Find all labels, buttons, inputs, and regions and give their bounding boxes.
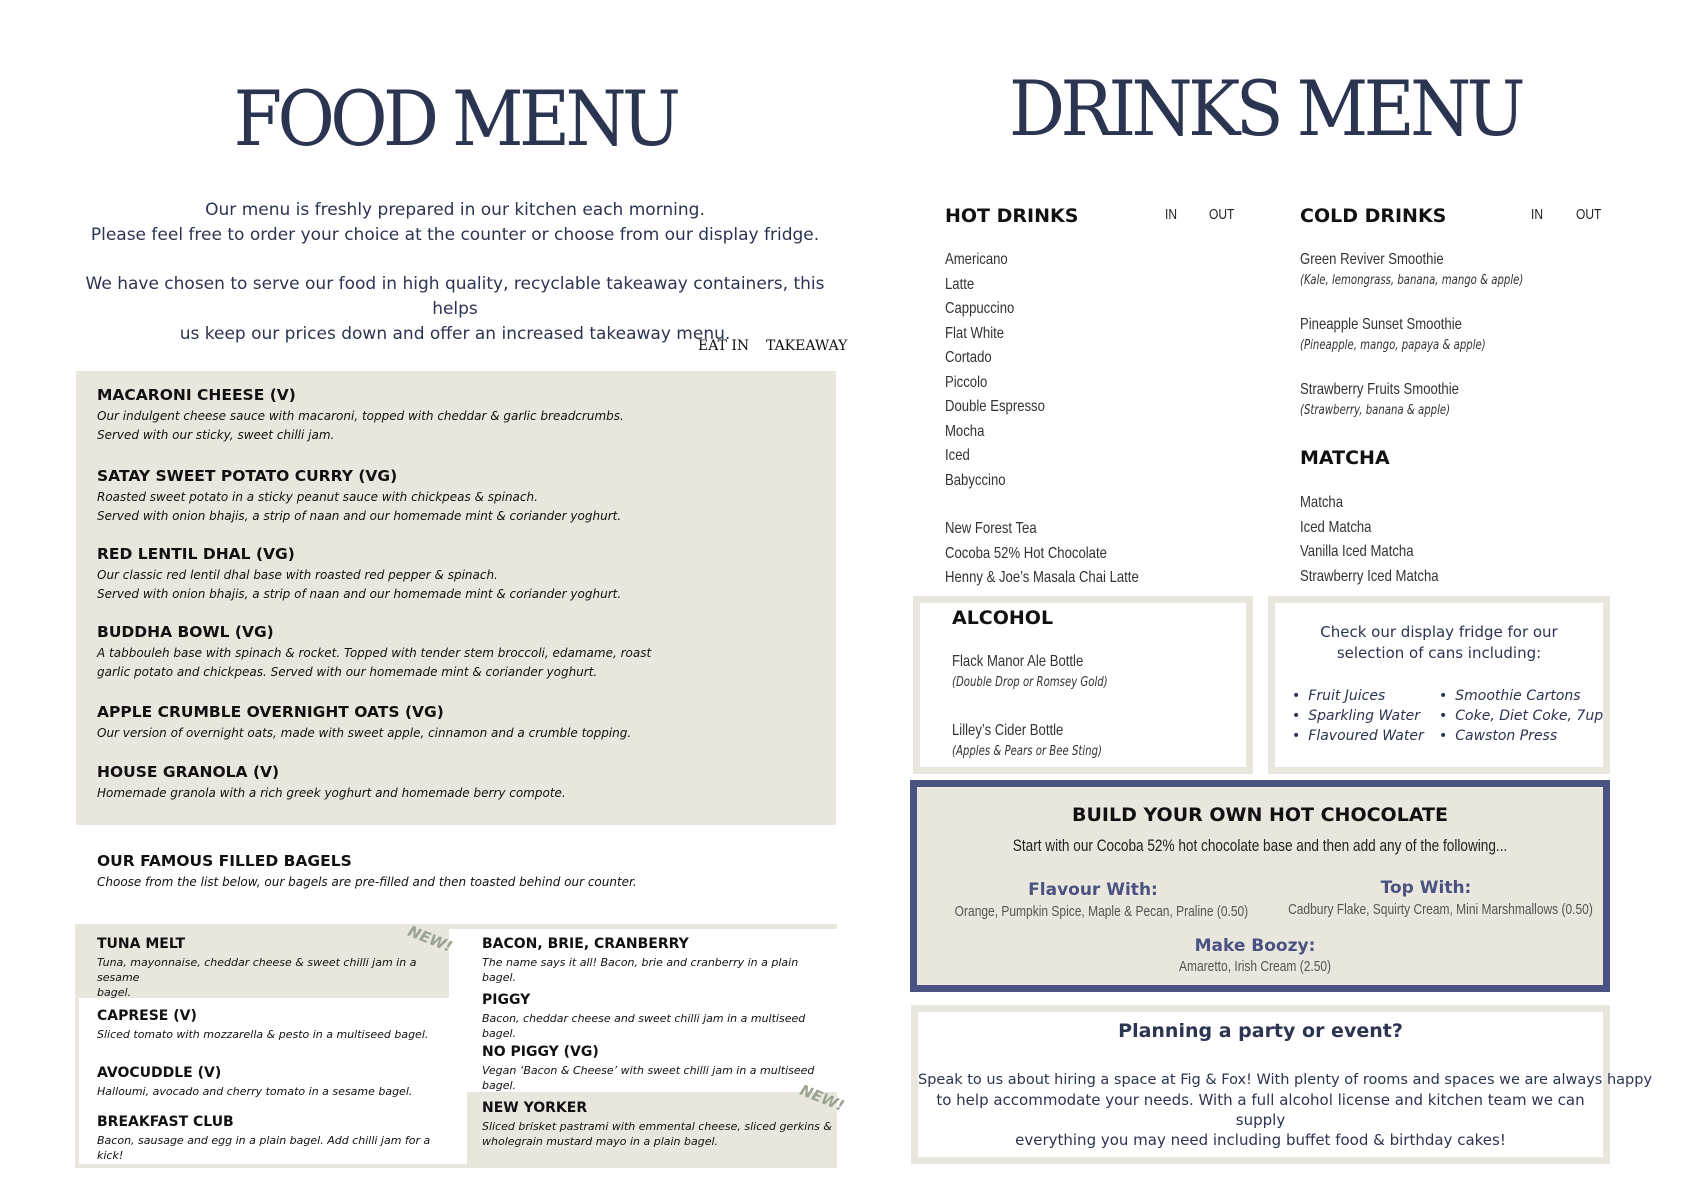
cold-col-out: OUT bbox=[1576, 206, 1602, 223]
fridge-line-2: selection of cans including: bbox=[1336, 644, 1542, 662]
new-badge: NEW! bbox=[797, 1081, 847, 1115]
drink-sub: (Kale, lemongrass, banana, mango & apple) bbox=[1300, 272, 1524, 288]
food-item-name: SATAY SWEET POTATO CURRY (VG) bbox=[97, 467, 398, 485]
fridge-item: • Fruit Juices bbox=[1292, 686, 1424, 706]
drink-item: Iced bbox=[945, 447, 970, 464]
boozy-block bbox=[1080, 936, 1430, 975]
drink-item: Green Reviver Smoothie bbox=[1300, 251, 1444, 268]
alcohol-item bbox=[952, 650, 1152, 690]
drink-sub: (Pineapple, mango, papaya & apple) bbox=[1300, 337, 1486, 353]
drink-sub: (Apples & Pears or Bee Sting) bbox=[952, 743, 1103, 759]
party-line-3: everything you may need including buffet food & birthday cakes! bbox=[1015, 1131, 1506, 1149]
bagel-desc: wholegrain mustard mayo in a plain bagel. bbox=[482, 1135, 719, 1148]
drink-item: Pineapple Sunset Smoothie bbox=[1300, 316, 1462, 333]
bagel-desc: The name says it all! Bacon, brie and cranberry in a plain bagel. bbox=[482, 956, 799, 984]
cold-col-in: IN bbox=[1531, 206, 1543, 223]
byo-intro-wrap bbox=[910, 836, 1610, 856]
bagels-intro: Choose from the list below, our bagels are pre-filled and then toasted behind our counter. bbox=[97, 875, 637, 889]
flavour-block bbox=[918, 880, 1268, 920]
col-takeaway: TAKEAWAY bbox=[766, 338, 848, 354]
cold-drinks-title: COLD DRINKS bbox=[1300, 205, 1447, 227]
bagel-name: CAPRESE (V) bbox=[97, 1008, 197, 1024]
bagel-desc: Bacon, cheddar cheese and sweet chilli jam in a multiseed bagel. bbox=[482, 1012, 806, 1040]
bagel-name: NO PIGGY (VG) bbox=[482, 1044, 599, 1060]
boozy-text: Amaretto, Irish Cream (2.50) bbox=[1178, 958, 1332, 975]
drink-item: Henny & Joe’s Masala Chai Latte bbox=[945, 569, 1139, 586]
food-item-desc: Served with our sticky, sweet chilli jam. bbox=[97, 428, 335, 442]
drink-item: Matcha bbox=[1300, 494, 1344, 511]
drink-item: Lilley’s Cider Bottle bbox=[952, 722, 1064, 739]
food-item bbox=[97, 467, 817, 526]
cold-drink-item bbox=[1300, 313, 1538, 353]
bagel-item bbox=[482, 992, 832, 1041]
food-item-name: APPLE CRUMBLE OVERNIGHT OATS (VG) bbox=[97, 703, 444, 721]
fridge-list-right bbox=[1439, 686, 1603, 746]
matcha-title: MATCHA bbox=[1300, 447, 1390, 469]
drink-item: Double Espresso bbox=[945, 398, 1045, 415]
bagel-desc: Tuna, mayonnaise, cheddar cheese & sweet chilli jam in a sesame bbox=[97, 956, 417, 984]
drink-sub: (Double Drop or Romsey Gold) bbox=[952, 674, 1108, 690]
food-item bbox=[97, 386, 817, 445]
food-item-desc: Served with onion bhajis, a strip of naan and our homemade mint & coriander yoghurt. bbox=[97, 509, 622, 523]
party-text bbox=[918, 1070, 1653, 1150]
drink-item: Piccolo bbox=[945, 373, 988, 391]
intro-line-2: Please feel free to order your choice at the counter or choose from our display fridge. bbox=[90, 225, 820, 245]
food-item-desc: Roasted sweet potato in a sticky peanut sauce with chickpeas & spinach. bbox=[97, 490, 538, 504]
alcohol-item bbox=[952, 719, 1144, 759]
fridge-item: • Flavoured Water bbox=[1292, 726, 1424, 746]
bagel-item bbox=[482, 936, 832, 985]
intro-line-1: Our menu is freshly prepared in our kitchen each morning. bbox=[205, 200, 705, 220]
bagel-item bbox=[97, 1065, 442, 1099]
bagel-desc: Vegan ‘Bacon & Cheese’ with sweet chilli jam in a multiseed bagel. bbox=[482, 1064, 815, 1092]
fridge-line-1: Check our display fridge for our bbox=[1320, 623, 1558, 641]
bagel-name: PIGGY bbox=[482, 992, 531, 1008]
party-title: Planning a party or event? bbox=[1118, 1020, 1403, 1042]
bagel-desc: Halloumi, avocado and cherry tomato in a sesame bagel. bbox=[97, 1085, 413, 1098]
top-title: Top With: bbox=[1380, 878, 1472, 898]
boozy-title: Make Boozy: bbox=[1194, 936, 1316, 956]
new-badge-clip bbox=[795, 1081, 847, 1115]
food-item-desc: A tabbouleh base with spinach & rocket. Topped with tender stem broccoli, edamame, roast bbox=[97, 646, 652, 660]
bagel-name: AVOCUDDLE (V) bbox=[97, 1065, 222, 1081]
food-item bbox=[97, 763, 817, 803]
fridge-item: • Sparkling Water bbox=[1292, 706, 1424, 726]
hot-col-out: OUT bbox=[1209, 206, 1235, 223]
bagel-desc: Bacon, sausage and egg in a plain bagel. Add chilli jam for a kick! bbox=[97, 1134, 431, 1162]
food-item bbox=[97, 703, 817, 743]
drink-sub: (Strawberry, banana & apple) bbox=[1300, 402, 1451, 418]
top-block bbox=[1250, 878, 1602, 918]
bagels-header bbox=[97, 852, 817, 892]
col-eat-in: EAT IN bbox=[698, 338, 750, 354]
intro-line-4: us keep our prices down and offer an increased takeaway menu. bbox=[179, 324, 731, 344]
fridge-list-left bbox=[1292, 686, 1424, 746]
drink-item: Cortado bbox=[945, 349, 992, 366]
drinks-menu-title: DRINKS MENU bbox=[1008, 64, 1522, 153]
bagel-name: TUNA MELT bbox=[97, 936, 185, 952]
bagel-item bbox=[97, 1114, 442, 1163]
food-intro bbox=[70, 198, 840, 347]
party-line-1: Speak to us about hiring a space at Fig & Fox! With plenty of rooms and spaces we are always happy bbox=[918, 1072, 1653, 1088]
bagels-inner-white bbox=[449, 1092, 467, 1164]
bagel-item bbox=[482, 1100, 832, 1149]
food-item bbox=[97, 623, 817, 682]
drink-item: Mocha bbox=[945, 422, 985, 440]
flavour-text: Orange, Pumpkin Spice, Maple & Pecan, Praline (0.50) bbox=[954, 903, 1249, 920]
fridge-intro bbox=[1275, 622, 1603, 664]
bagel-item bbox=[482, 1044, 832, 1093]
bagel-item bbox=[97, 1008, 442, 1042]
bagel-item bbox=[97, 936, 442, 1000]
flavour-title: Flavour With: bbox=[1028, 880, 1158, 900]
bagel-desc: Sliced brisket pastrami with emmental cheese, sliced gerkins & bbox=[482, 1120, 832, 1133]
cold-drink-item bbox=[1300, 378, 1494, 418]
drink-item: Strawberry Iced Matcha bbox=[1300, 567, 1439, 585]
party-line-2: to help accommodate your needs. With a full alcohol license and kitchen team we can supply bbox=[936, 1091, 1585, 1129]
food-menu-title: FOOD MENU bbox=[233, 74, 677, 163]
drink-item: New Forest Tea bbox=[945, 520, 1037, 537]
drink-item: Vanilla Iced Matcha bbox=[1300, 543, 1414, 560]
food-item-desc: Served with onion bhajis, a strip of naan and our homemade mint & coriander yoghurt. bbox=[97, 587, 622, 601]
bagel-name: BREAKFAST CLUB bbox=[97, 1114, 234, 1130]
drink-item: Flat White bbox=[945, 324, 1005, 342]
drink-item: Latte bbox=[945, 275, 975, 293]
drink-item: Flack Manor Ale Bottle bbox=[952, 653, 1084, 670]
fridge-item: • Smoothie Cartons bbox=[1439, 686, 1603, 706]
bagels-title: OUR FAMOUS FILLED BAGELS bbox=[97, 852, 352, 870]
bagel-desc: Sliced tomato with mozzarella & pesto in a multiseed bagel. bbox=[97, 1028, 429, 1041]
bagel-name: NEW YORKER bbox=[482, 1100, 588, 1116]
drink-item: Iced Matcha bbox=[1300, 518, 1372, 536]
intro-line-3: We have chosen to serve our food in high quality, recyclable takeaway containers, this helps bbox=[85, 274, 825, 319]
drink-item: Cocoba 52% Hot Chocolate bbox=[945, 544, 1107, 562]
drink-item: Cappuccino bbox=[945, 300, 1015, 317]
food-item-name: BUDDHA BOWL (VG) bbox=[97, 623, 274, 641]
fridge-item: • Coke, Diet Coke, 7up bbox=[1439, 706, 1603, 726]
food-item-name: MACARONI CHEESE (V) bbox=[97, 386, 296, 404]
bagel-desc: bagel. bbox=[97, 986, 132, 999]
hot-col-in: IN bbox=[1165, 206, 1177, 223]
drink-item: Strawberry Fruits Smoothie bbox=[1300, 381, 1459, 398]
new-badge: NEW! bbox=[405, 922, 455, 956]
food-item-name: HOUSE GRANOLA (V) bbox=[97, 763, 280, 781]
matcha-list bbox=[1300, 491, 1469, 589]
cold-drink-item bbox=[1300, 248, 1586, 288]
byo-intro: Start with our Cocoba 52% hot chocolate base and then add any of the following... bbox=[1012, 836, 1508, 855]
byo-title: BUILD YOUR OWN HOT CHOCOLATE bbox=[1071, 804, 1448, 826]
hot-drinks-list bbox=[945, 248, 1181, 591]
drink-item: Americano bbox=[945, 251, 1008, 268]
bagel-name: BACON, BRIE, CRANBERRY bbox=[482, 936, 689, 952]
food-item bbox=[97, 545, 817, 604]
top-text: Cadbury Flake, Squirty Cream, Mini Marshmallows (0.50) bbox=[1288, 901, 1593, 918]
food-item-name: RED LENTIL DHAL (VG) bbox=[97, 545, 295, 563]
food-item-desc: Our version of overnight oats, made with sweet apple, cinnamon and a crumble topping. bbox=[97, 726, 632, 740]
food-item-desc: Our indulgent cheese sauce with macaroni, topped with cheddar & garlic breadcrumbs. bbox=[97, 409, 624, 423]
food-item-desc: Our classic red lentil dhal base with roasted red pepper & spinach. bbox=[97, 568, 498, 582]
alcohol-title: ALCOHOL bbox=[952, 607, 1054, 629]
food-item-desc: garlic potato and chickpeas. Served with our homemade mint & coriander yoghurt. bbox=[97, 665, 598, 679]
fridge-item: • Cawston Press bbox=[1439, 726, 1603, 746]
hot-drinks-title: HOT DRINKS bbox=[945, 205, 1079, 227]
food-item-desc: Homemade granola with a rich greek yoghurt and homemade berry compote. bbox=[97, 786, 566, 800]
drink-item: Babyccino bbox=[945, 471, 1006, 489]
